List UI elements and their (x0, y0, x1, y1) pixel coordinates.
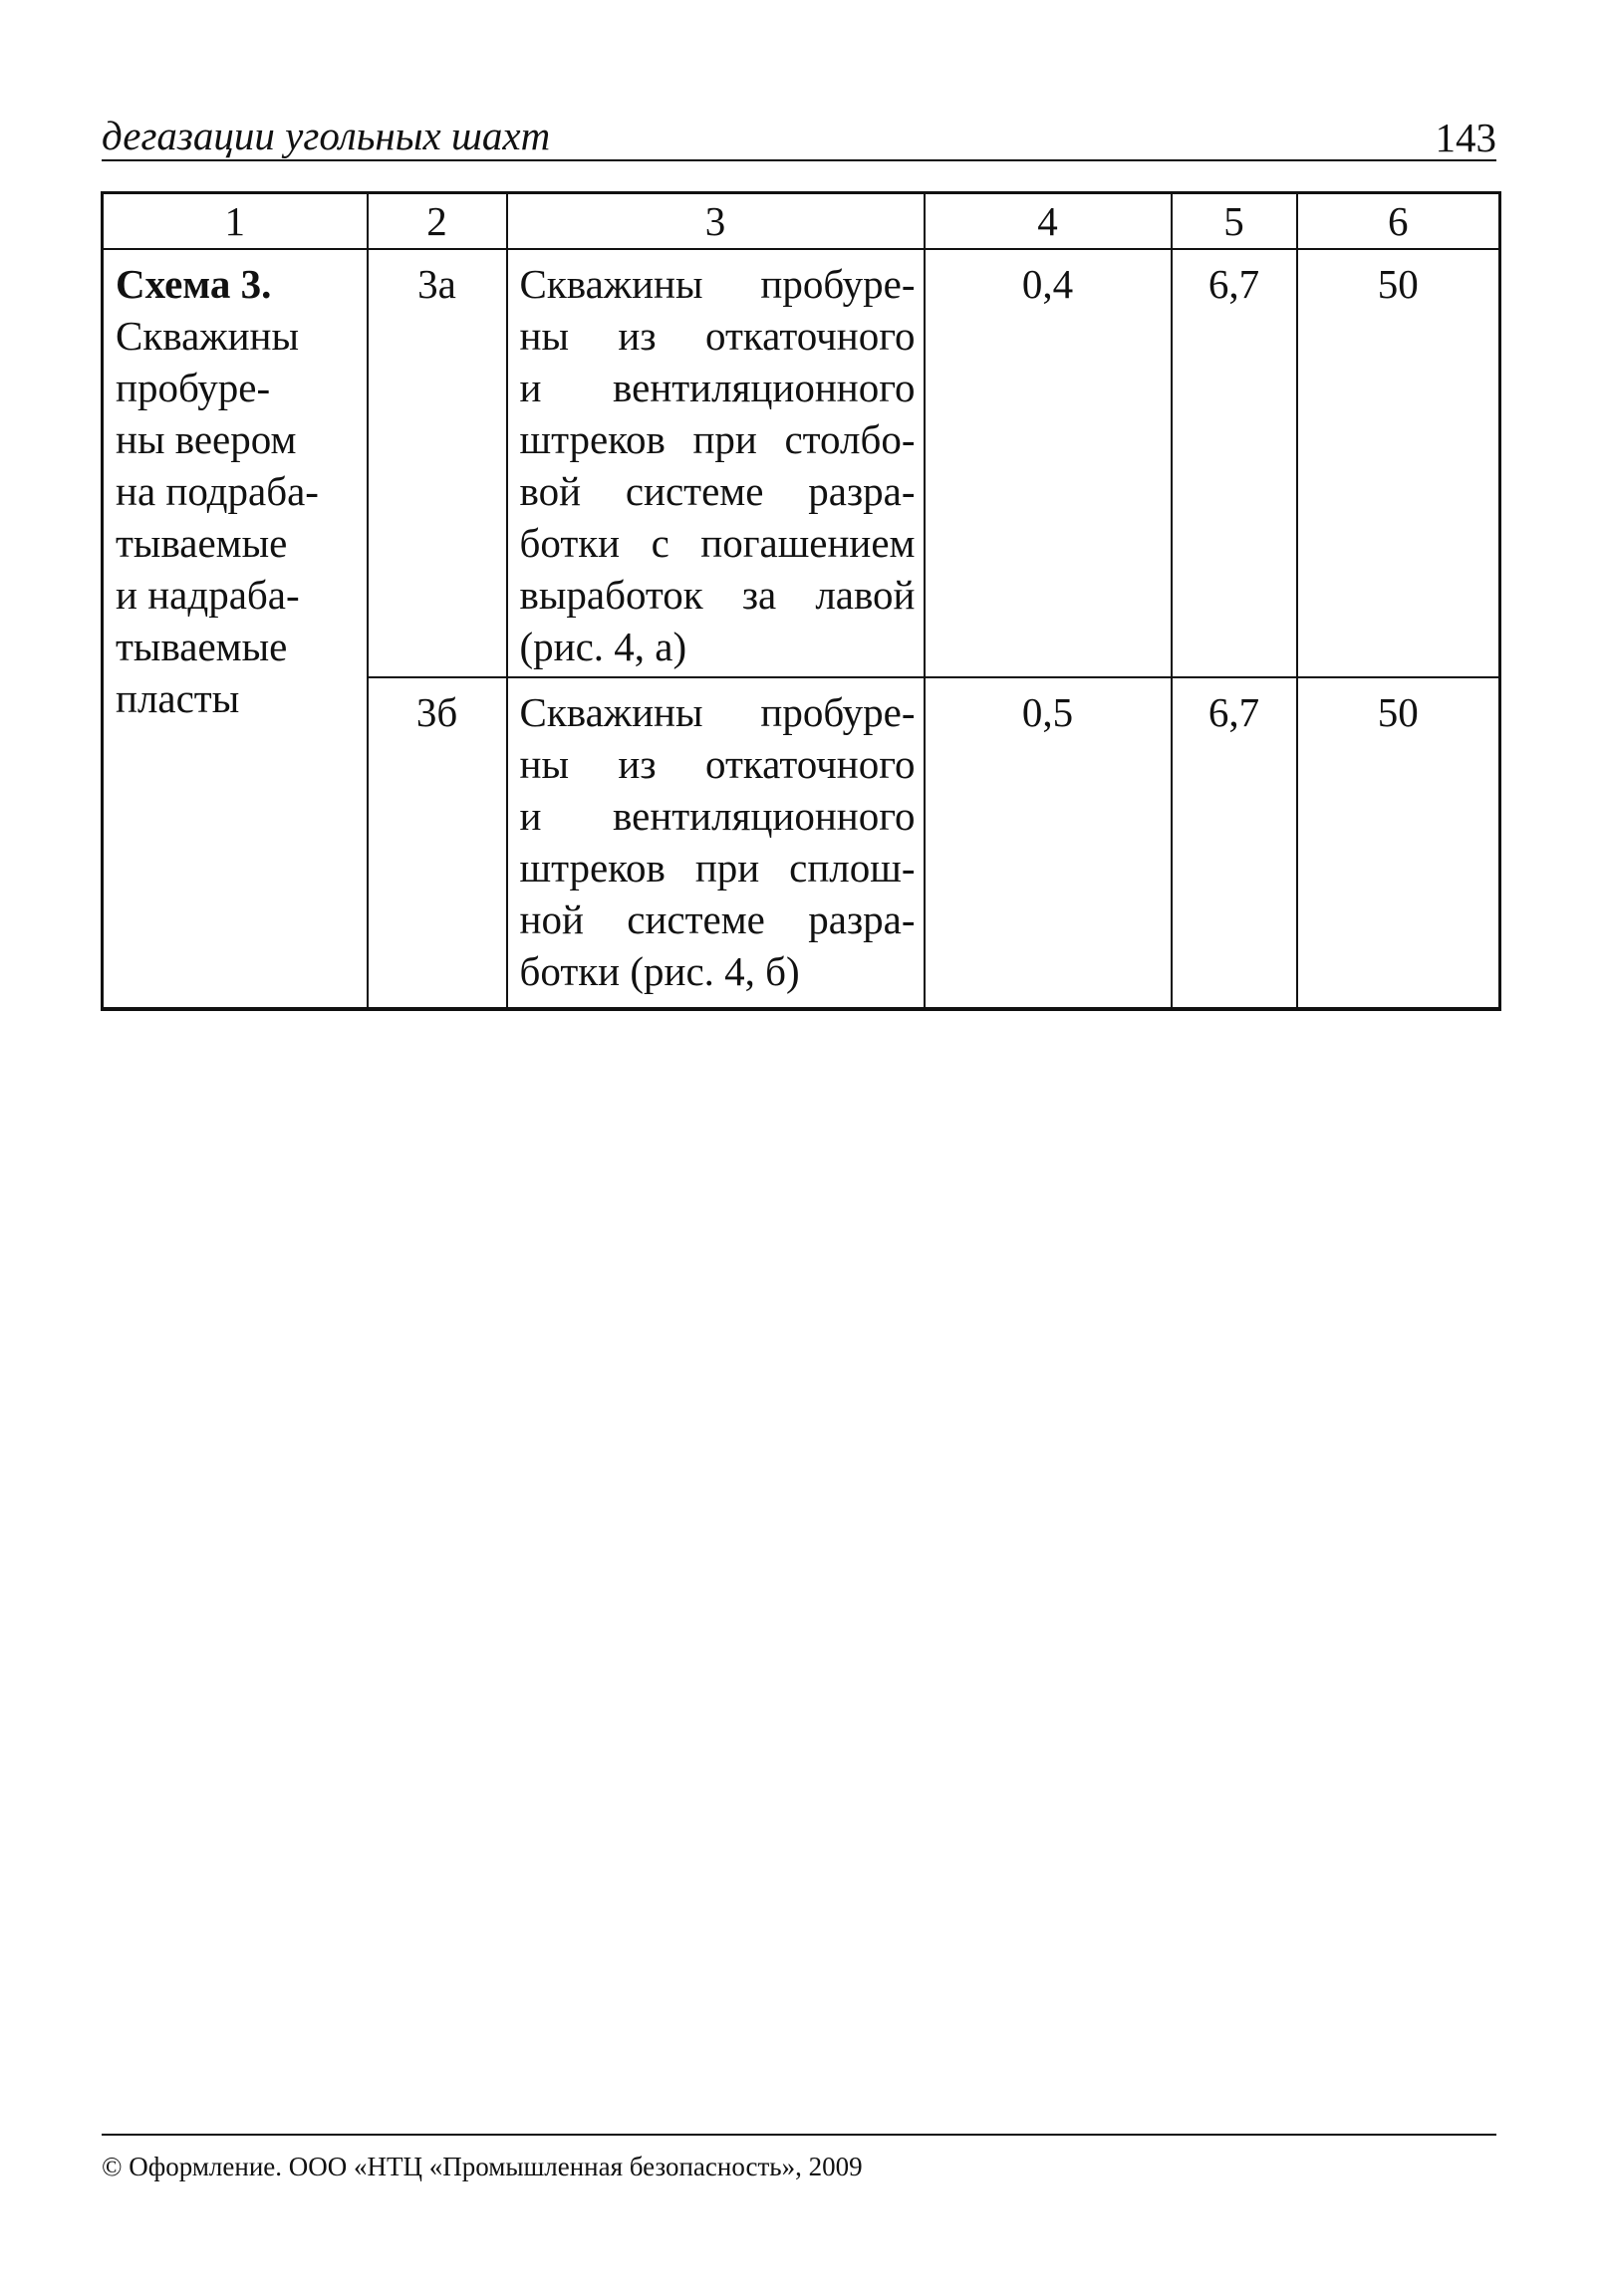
description-line: и вентиляционного (519, 793, 916, 839)
description-line: ной системе разра- (519, 896, 916, 942)
page-number: 143 (1435, 115, 1496, 160)
row-value-col6: 50 (1297, 677, 1500, 1009)
scheme-line: тываемые (116, 624, 288, 669)
description-line: Скважины пробуре- (519, 689, 916, 735)
footer-rule (102, 2134, 1496, 2136)
running-title: дегазации угольных шахт (102, 113, 551, 158)
description-line: (рис. 4, а) (519, 624, 687, 669)
data-table (101, 191, 1501, 1011)
column-number-2: 2 (368, 193, 507, 250)
description-line: Скважины пробуре- (519, 261, 916, 307)
description-line: и вентиляционного (519, 365, 916, 410)
row-value-col5: 6,7 (1172, 249, 1297, 677)
column-number-6: 6 (1297, 193, 1500, 250)
copyright-footer: © Оформление. ООО «НТЦ «Промышленная безопасность», 2009 (102, 2152, 863, 2181)
row-value-col6: 50 (1297, 249, 1500, 677)
description-line: ботки с погашением (519, 520, 916, 566)
row-value-col4: 0,4 (925, 249, 1172, 677)
scheme-line: на подраба- (116, 468, 319, 514)
row-id: 3а (368, 249, 507, 677)
row-value-col5: 6,7 (1172, 677, 1297, 1009)
description-line: ны из откаточного (519, 741, 916, 787)
column-number-5: 5 (1172, 193, 1297, 250)
row-id: 3б (368, 677, 507, 1009)
description-line: штреков при сплош- (519, 845, 916, 891)
table-row (103, 249, 1500, 677)
description-line: штреков при столбо- (519, 416, 916, 462)
scheme-line: ны веером (116, 416, 297, 462)
row-description (507, 249, 925, 677)
column-number-3: 3 (507, 193, 925, 250)
description-line: выработок за лавой (519, 572, 916, 618)
scheme-cell (103, 249, 368, 1009)
description-line: вой системе разра- (519, 468, 916, 514)
column-number-1: 1 (103, 193, 368, 250)
running-head (102, 108, 1496, 163)
description-line: ны из откаточного (519, 313, 916, 359)
row-description (507, 677, 925, 1009)
header-rule (102, 159, 1496, 161)
scheme-title: Схема 3. (116, 261, 272, 307)
column-number-4: 4 (925, 193, 1172, 250)
scheme-line: Скважины (116, 313, 300, 359)
table-header-row (103, 193, 1500, 250)
scheme-line: пласты (116, 675, 240, 721)
scheme-line: пробуре- (116, 365, 271, 410)
row-value-col4: 0,5 (925, 677, 1172, 1009)
scheme-line: и надраба- (116, 572, 300, 618)
description-line: ботки (рис. 4, б) (519, 948, 800, 994)
scheme-line: тываемые (116, 520, 288, 566)
